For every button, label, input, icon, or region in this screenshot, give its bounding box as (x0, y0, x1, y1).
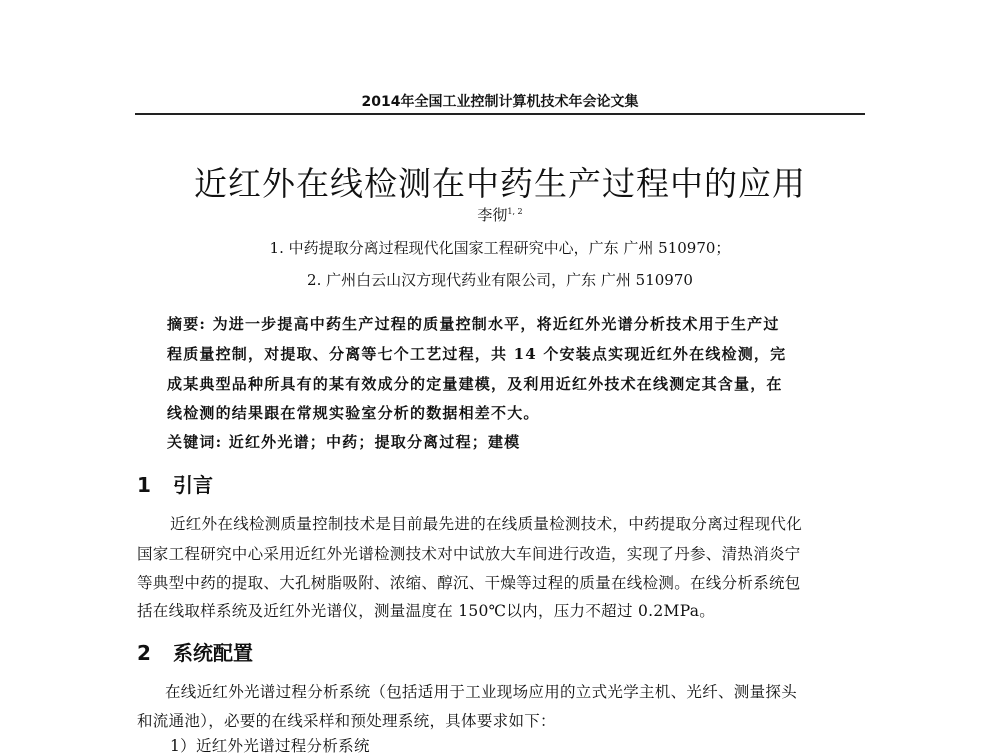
body-line: 括在线取样系统及近红外光谱仪，测量温度在 150℃以内，压力不超过 0.2MPa。 (137, 602, 716, 620)
header-rule (135, 113, 865, 115)
author-affil-marks: 1, 2 (507, 207, 523, 216)
body-line: 在线近红外光谱过程分析系统（包括适用于工业现场应用的立式光学主机、光纤、测量探头 (165, 683, 798, 701)
section-number: 2 (137, 641, 151, 665)
body-line: 等典型中药的提取、大孔树脂吸附、浓缩、醇沉、干燥等过程的质量在线检测。在线分析系统包 (137, 574, 801, 592)
keywords-text: 近红外光谱；中药；提取分离过程；建模 (228, 433, 521, 451)
body-line: 1）近红外光谱过程分析系统 (170, 737, 370, 755)
affiliation-2: 2. 广州白云山汉方现代药业有限公司，广东 广州 510970 (307, 271, 693, 289)
section-title: 引言 (173, 473, 213, 497)
keywords (167, 431, 520, 452)
section-title: 系统配置 (173, 641, 253, 665)
abstract-line: 线检测的结果跟在常规实验室分析的数据相差不大。 (167, 404, 540, 422)
author-name: 李彻 (477, 206, 508, 224)
body-line: 和流通池），必要的在线采样和预处理系统，具体要求如下： (137, 712, 556, 730)
body-line: 国家工程研究中心采用近红外光谱检测技术对中试放大车间进行改造，实现了丹参、清热消炎宁 (137, 545, 801, 563)
abstract-line (167, 313, 780, 334)
body-line: 近红外在线检测质量控制技术是目前最先进的在线质量检测技术，中药提取分离过程现代化 (170, 515, 803, 533)
affiliation-1: 1. 中药提取分离过程现代化国家工程研究中心，广东 广州 510970； (269, 239, 731, 257)
running-head: 2014年全国工业控制计算机技术年会论文集 (361, 94, 639, 110)
abstract-label: 摘要: (167, 315, 207, 333)
section-heading-2 (137, 637, 253, 666)
section-number: 1 (137, 473, 151, 497)
abstract-text: 为进一步提高中药生产过程的质量控制水平，将近红外光谱分析技术用于生产过 (212, 315, 780, 333)
abstract-line: 程质量控制，对提取、分离等七个工艺过程，共 14 个安装点实现近红外在线检测，完 (167, 345, 787, 363)
abstract-line: 成某典型品种所具有的某有效成分的定量建模，及利用近红外技术在线测定其含量，在 (167, 375, 783, 393)
paper-title: 近红外在线检测在中药生产过程中的应用 (194, 164, 806, 203)
author (0, 204, 1000, 225)
section-heading-1 (137, 469, 213, 498)
keywords-label: 关键词: (167, 433, 223, 451)
